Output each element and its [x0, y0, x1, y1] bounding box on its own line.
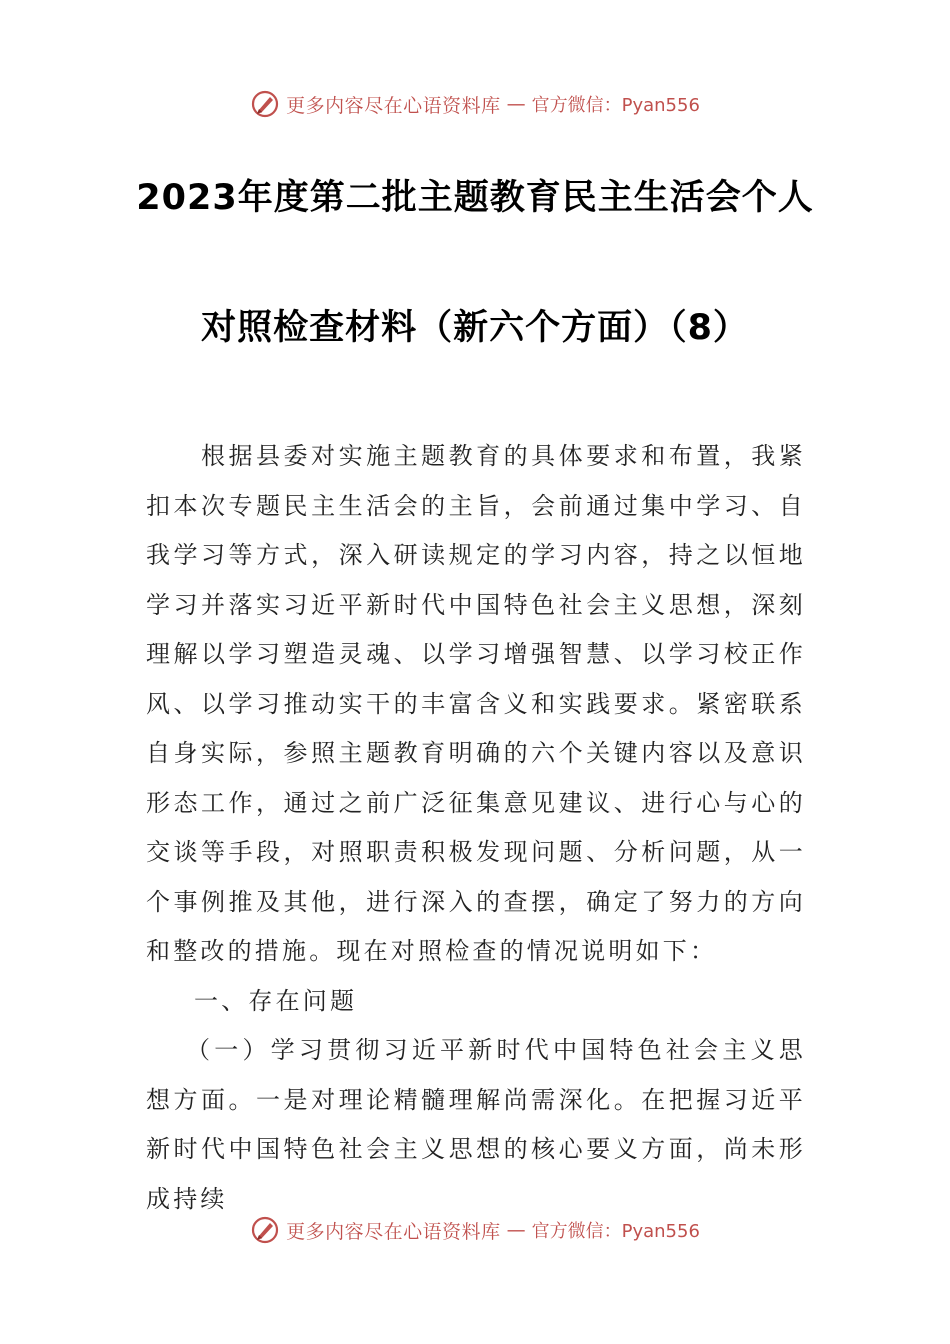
subsection-paragraph: （一）学习贯彻习近平新时代中国特色社会主义思想方面。一是对理论精髓理解尚需深化。在把握习近平新时代中国特色社会主义思想的核心要义方面，尚未形成持续: [146, 1036, 806, 1213]
pen-logo-icon: [250, 89, 280, 119]
banner-dash: —: [506, 1219, 526, 1241]
pen-logo-icon: [250, 1215, 280, 1245]
document-title-line2: 对照检查材料（新六个方面）（8）: [201, 308, 749, 348]
banner-contact: 官方微信：Pyan556: [531, 95, 700, 116]
banner-text: 更多内容尽在心语资料库: [286, 1220, 501, 1243]
footer-banner: [0, 1210, 950, 1250]
banner-contact: 官方微信：Pyan556: [531, 1221, 700, 1242]
section-heading: 一、存在问题: [194, 986, 358, 1015]
intro-paragraph: 根据县委对实施主题教育的具体要求和布置，我紧扣本次专题民主生活会的主旨，会前通过集中学习、自我学习等方式，深入研读规定的学习内容，持之以恒地学习并落实习近平新时代中国特色社会主义思想，深刻理解以学习塑造灵魂、以学习增强智慧、以学习校正作风、以学习推动实干的丰富含义和实践要求。紧密联系自身实际，参照主题教育明确的六个关键内容以及意识形态工作，通过之前广泛征集意见建议、进行心与心的交谈等手段，对照职责积极发现问题、分析问题，从一个事例推及其他，进行深入的查摆，确定了努力的方向和整改的措施。现在对照检查的情况说明如下：: [146, 442, 806, 965]
document-title-line1: 2023年度第二批主题教育民主生活会个人: [136, 178, 814, 218]
banner-text: 更多内容尽在心语资料库: [286, 94, 501, 117]
header-banner: [0, 84, 950, 124]
document-body: [146, 432, 806, 1224]
banner-dash: —: [506, 93, 526, 115]
